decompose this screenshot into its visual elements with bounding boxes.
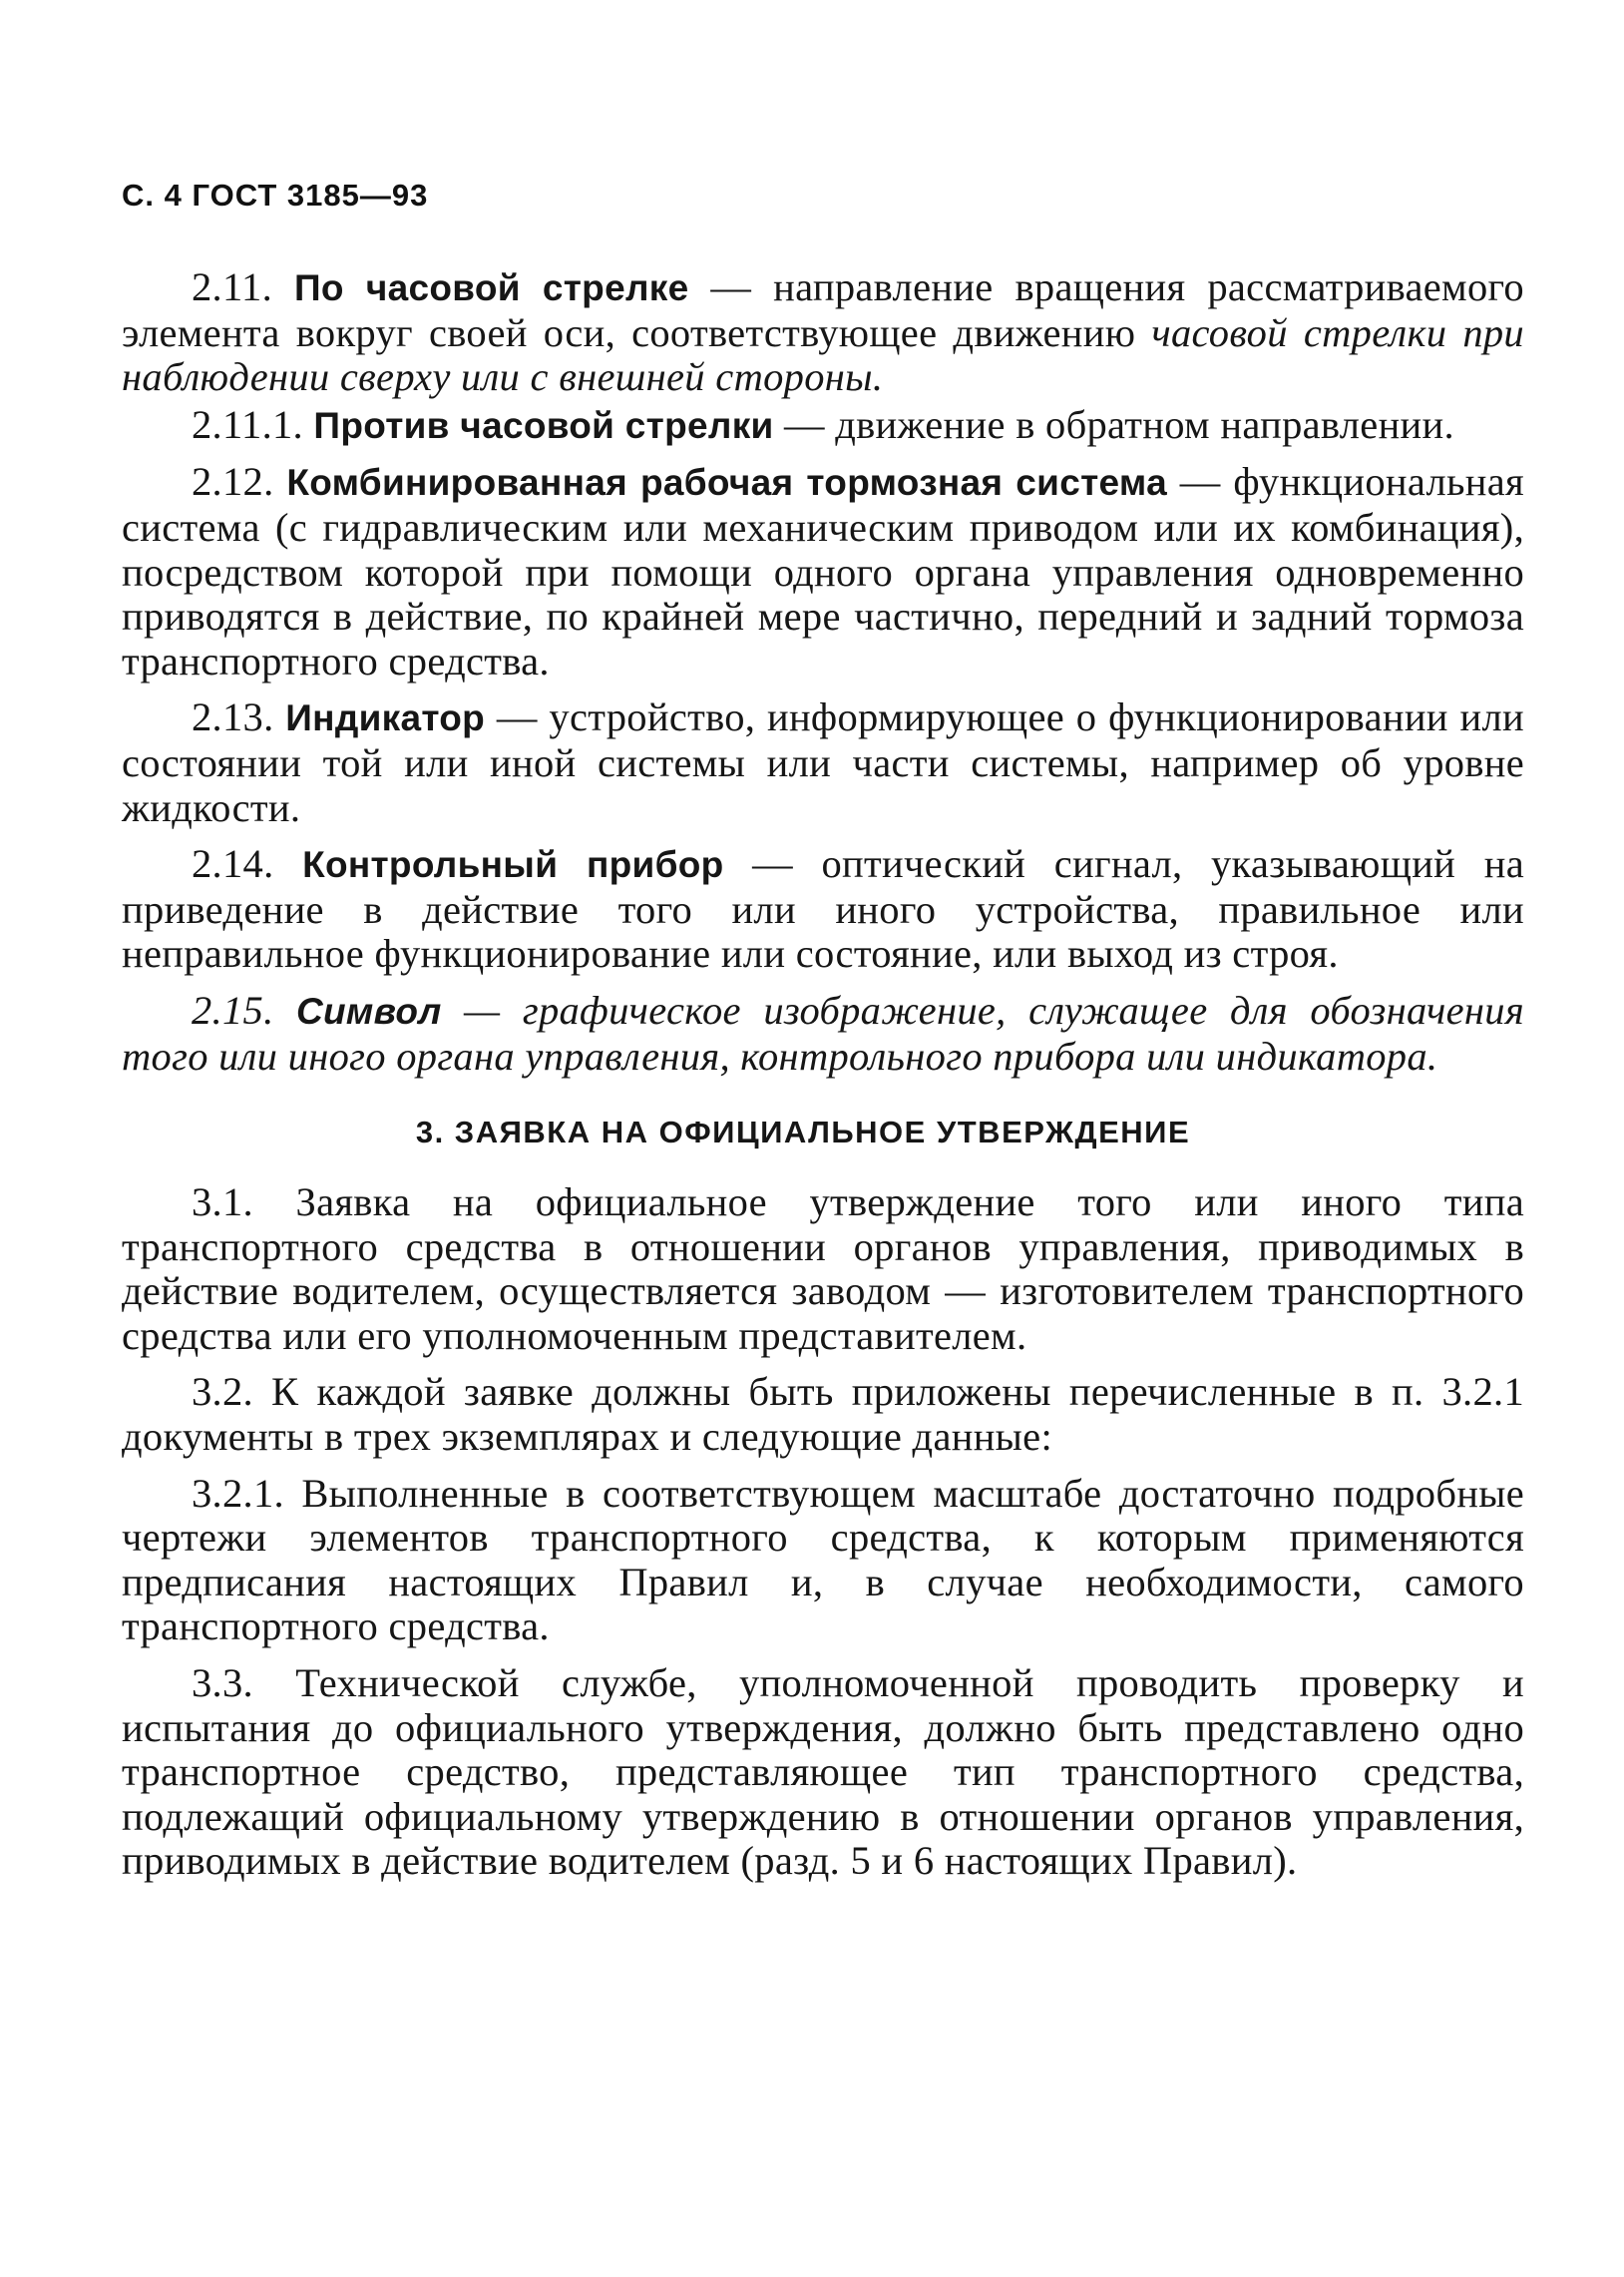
clause-text: — устройство, информирующее о функционировании или состоянии той или иной системы или части системы, например об уровне жидкости. [122, 694, 1524, 830]
document-body [122, 265, 1524, 1896]
clause-2-13 [122, 695, 1524, 830]
page-header: С. 4 ГОСТ 3185—93 [122, 178, 429, 213]
section-heading: 3. ЗАЯВКА НА ОФИЦИАЛЬНОЕ УТВЕРЖДЕНИЕ [415, 1115, 1191, 1150]
clause-term: Против часовой стрелки [313, 404, 774, 446]
clause-term: Контрольный прибор [302, 844, 724, 886]
clause-2-15 [122, 989, 1524, 1079]
clause-2-11 [122, 265, 1524, 400]
clause-2-12 [122, 460, 1524, 683]
clause-3-3: 3.3. Технической службе, уполномоченной проводить проверку и испытания до официального утверждения, должно быть представлено одно транспортное средство, представляющее тип транспортного средства, подлежащий официальному утверждению в отношении органов управления, приводимых в действие водителем (разд. 5 и 6 настоящих Правил). [122, 1660, 1524, 1884]
clause-number: 2.15. [192, 987, 274, 1033]
clause-number: 2.12. [192, 459, 274, 505]
clause-term: Индикатор [285, 697, 486, 739]
clause-term: Символ [296, 990, 442, 1032]
clause-text: — оптический сигнал, указывающий на приведение в действие того или иного устройства, правильное или неправильное функционирование или состояние, или выход из строя. [122, 841, 1524, 977]
clause-text: — функциональная система (с гидравлическим или механическим приводом или их комбинация), посредством которой при помощи одного органа управления одновременно приводятся в действие, по крайней мере частично, передний и задний тормоза транспортного средства. [122, 459, 1524, 683]
clause-italic-text: часовой стрелки при наблюдении сверху или с внешней стороны. [122, 309, 1524, 400]
clause-3-2-1: 3.2.1. Выполненные в соответствующем масштабе достаточно подробные чертежи элементов транспортного средства, к которым применяются предписания настоящих Правил и, в случае необходимости, самого транспортного средства. [122, 1470, 1524, 1649]
clause-3-1: 3.1. Заявка на официальное утверждение того или иного типа транспортного средства в отношении органов управления, приводимых в действие водителем, осуществляется заводом — изготовителем транспортного средства или его уполномоченным представителем. [122, 1179, 1524, 1358]
clause-number: 2.11.1. [192, 401, 303, 447]
clause-3-2: 3.2. К каждой заявке должны быть приложены перечисленные в п. 3.2.1 документы в трех экземплярах и следующие данные: [122, 1369, 1524, 1460]
clause-text: — графическое изображение, служащее для обозначения того или иного органа управления, контрольного прибора или индикатора. [122, 987, 1524, 1079]
clause-number: 2.11. [192, 264, 272, 309]
clause-text: — движение в обратном направлении. [773, 401, 1454, 447]
clause-term: По часовой стрелке [293, 267, 689, 308]
clause-2-11-1 [122, 403, 1524, 449]
clause-number: 2.14. [192, 841, 274, 887]
clause-number: 2.13. [192, 694, 274, 740]
clause-term: Комбинированная рабочая тормозная система [286, 462, 1167, 504]
clause-text: — направление вращения рассматриваемого элемента вокруг своей оси, соответствующее движению [122, 264, 1524, 355]
clause-2-14 [122, 842, 1524, 977]
